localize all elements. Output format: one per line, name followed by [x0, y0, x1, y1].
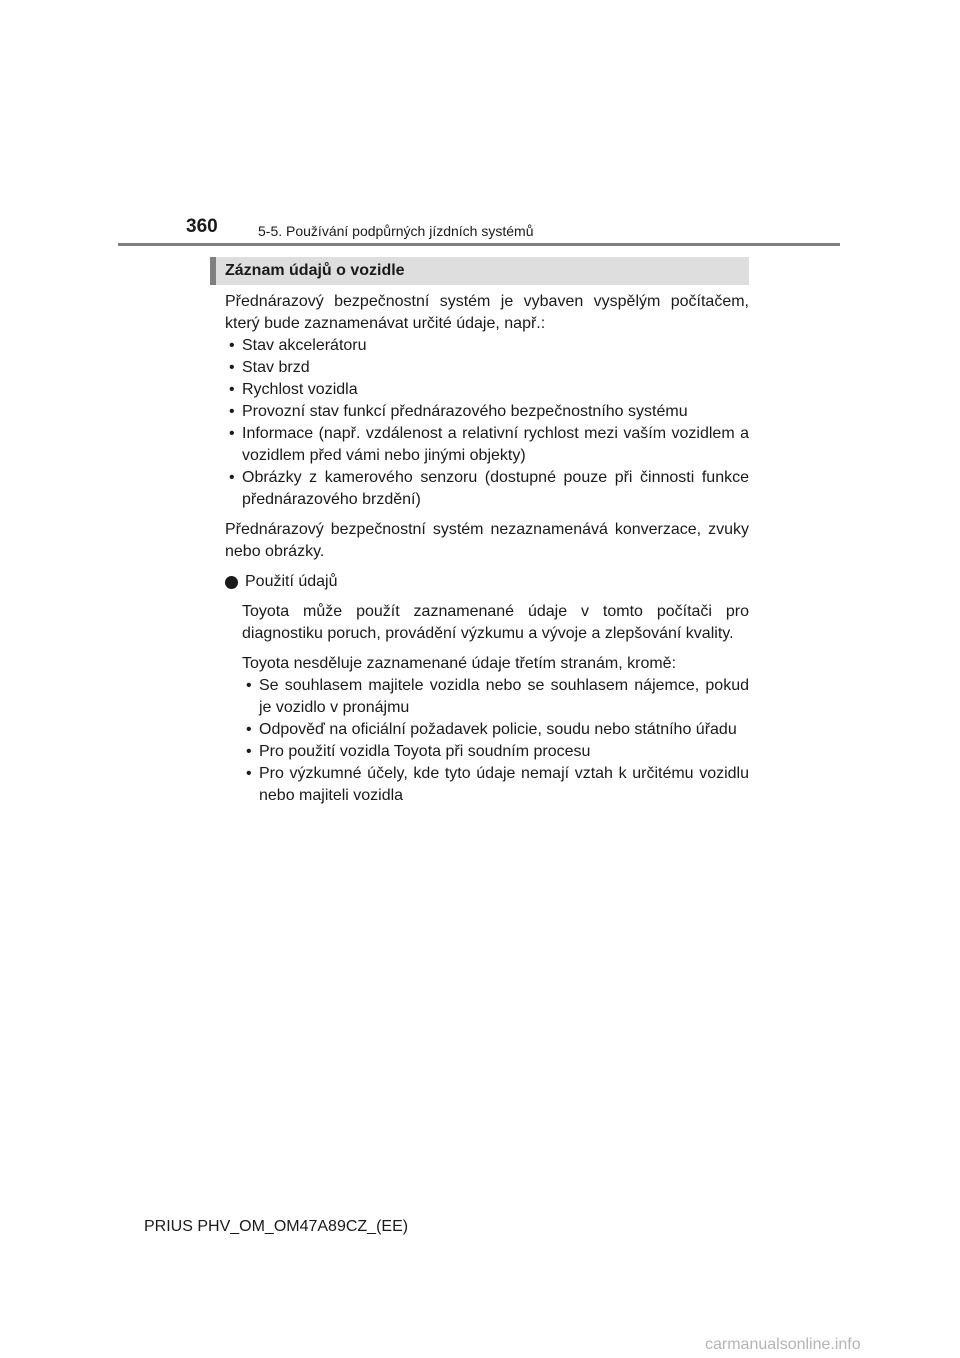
recorded-items-list: [225, 335, 749, 511]
watermark: carmanualsonline.info: [705, 1336, 861, 1353]
list-item: • Se souhlasem majitele vozidla nebo se souhlasem nájemce, pokud je vozidlo v pronájmu: [242, 675, 749, 719]
list-item: • Informace (např. vzdálenost a relativní rychlost mezi vaším vozidlem a vozidlem před vámi nebo jinými objekty): [225, 423, 749, 467]
list-item: • Rychlost vozidla: [225, 379, 749, 401]
document-id: PRIUS PHV_OM_OM47A89CZ_(EE): [144, 1218, 409, 1235]
header-divider: [118, 243, 840, 246]
list-item: • Odpověď na oficiální požadavek policie, soudu nebo státního úřadu: [242, 719, 749, 741]
exceptions-list: [242, 675, 749, 807]
list-item: • Provozní stav funkcí přednárazového bezpečnostního systému: [225, 401, 749, 423]
section-reference: 5-5. Používání podpůrných jízdních systémů: [258, 223, 534, 239]
not-recorded-paragraph: Přednárazový bezpečnostní systém nezaznamenává konverzace, zvuky nebo obrázky.: [225, 521, 749, 560]
bullet-circle-icon: [225, 576, 238, 589]
list-item: • Obrázky z kamerového senzoru (dostupné pouze při činnosti funkce přednárazového brzdění): [225, 467, 749, 511]
list-item: • Pro použití vozidla Toyota při soudním procesu: [242, 741, 749, 763]
usage-body: [225, 601, 749, 807]
disclosure-paragraph: Toyota nesděluje zaznamenané údaje třetím stranám, kromě:: [242, 655, 677, 672]
section-body: [225, 291, 749, 807]
usage-paragraph: Toyota může použít zaznamenané údaje v tomto počítači pro diagnostiku poruch, provádění výzkumu a vývoje a zlepšování kvality.: [242, 603, 749, 642]
list-item: • Pro výzkumné účely, kde tyto údaje nemají vztah k určitému vozidlu nebo majiteli vozidla: [242, 763, 749, 807]
usage-heading-label: Použití údajů: [245, 573, 338, 590]
list-item: • Stav brzd: [225, 357, 749, 379]
list-item: • Stav akcelerátoru: [225, 335, 749, 357]
section-heading: Záznam údajů o vozidle: [210, 257, 749, 285]
usage-heading: [225, 571, 749, 593]
page-number: 360: [186, 216, 218, 237]
intro-paragraph: Přednárazový bezpečnostní systém je vybaven vyspělým počítačem, který bude zaznamenávat určité údaje, např.:: [225, 293, 749, 332]
